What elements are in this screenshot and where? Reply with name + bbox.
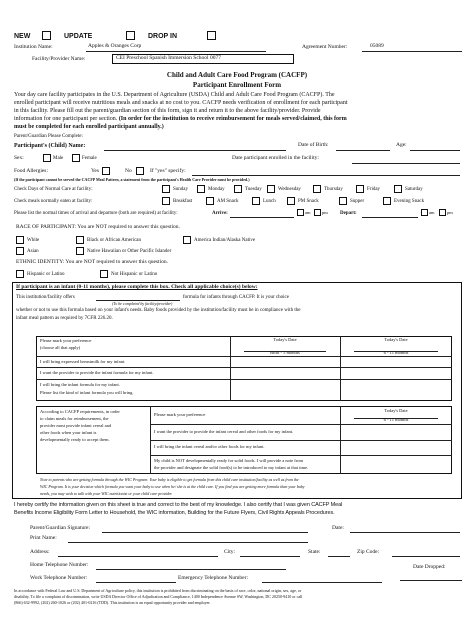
race-hawaiian-checkbox[interactable] [76,247,84,255]
meal-lunch-label: Lunch [263,199,276,204]
facility-label: Facility/Provider Name: [32,56,86,62]
day-saturday-checkbox[interactable] [394,185,402,193]
formula-kind-label: Please list the kind of infant formula you will bring. [40,390,134,395]
race-hawaiian-label: Native Hawaiian or Other Pacific Islander [87,249,172,254]
infant-description: infant meal pattern as required by 7CFR 226.20. [16,316,113,321]
signature-field[interactable] [102,522,308,532]
print-name-label: Print Name: [30,535,57,541]
birth-5-months-checkcell[interactable] [231,357,339,400]
intro-text: information for one participant per section. [14,116,119,122]
not-hispanic-checkbox[interactable] [100,270,108,278]
race-label: RACE OF PARTICIPANT: You are NOT required to answer this question. [16,224,180,230]
intro-text: Your day care facility participates in the U.S. Department of Agriculture (USDA) Child and Adult Care Food Program (CACFP). The [14,92,335,98]
hispanic-label: Hispanic or Latino [27,272,65,277]
day-tuesday-checkbox[interactable] [234,185,242,193]
mark-preference-label: Please mark your preference [154,412,206,417]
birth-5-months-label: Birth - 5 months [270,350,300,355]
male-label: Male [53,156,64,161]
not-ready-option: the provider and designate the solid food(s) to be introduced to my infant at that time. [154,465,309,470]
intro-text: enrolled participant will receive nutritious meals and snacks at no cost to you. CACFP needs verification of enrollment for each participant [14,100,348,106]
allergy-yes-checkbox[interactable] [102,167,110,175]
date-dropped-label: Date Dropped: [413,564,446,570]
times-label: Please list the normal times of arrival and departure (both are required) at facility: [14,211,178,216]
agreement-number-label: Agreement Number: [302,44,348,50]
guardian-instructions: Parent/Guardian Please Complete: [14,134,83,139]
infant-offers-note: (To be completed by facility/provider) [112,301,173,306]
bring-formula-option: I will bring the infant formula for my infant. [40,382,120,387]
cacfp-note: (If the participant cannot be served the CACFP Meal Pattern, a statement from the participant's Health Care Provider must be provided.) [14,177,250,182]
meal-supper-checkbox[interactable] [339,197,347,205]
intro-text: in this facility. Please fill out the parent/guardian section of this form, sign it and return it to the above facility/provider. Provide [14,108,321,114]
race-black-checkbox[interactable] [76,236,84,244]
age-label: Age: [396,142,407,148]
day-sunday-checkbox[interactable] [162,185,170,193]
day-saturday-label: Saturday [405,187,423,192]
not-ready-option: My child is NOT developmentally ready for solid foods. I will provide a note from [154,458,304,463]
day-friday-checkbox[interactable] [356,185,364,193]
cacfp-requirement-text: to claim meals for reimbursement, the [40,416,109,421]
day-wednesday-checkbox[interactable] [267,185,275,193]
update-checkbox[interactable] [126,31,135,40]
not-hispanic-label: Not Hispanic or Latino [111,272,158,277]
meal-evening-snack-label: Evening Snack [394,199,425,204]
race-black-label: Black or African American [87,238,142,243]
hispanic-checkbox[interactable] [16,270,24,278]
enrolled-date-label: Date participant enrolled in the facility: [232,155,319,161]
meal-pm-snack-checkbox[interactable] [287,197,295,205]
sex-label: Sex: [14,155,24,161]
update-label: UPDATE [64,33,93,40]
address-label: Address: [30,549,50,555]
wic-note: Note to parents who are getting formula through the WIC Program: Your baby is eligible to get formula from this child care institution/facility as well as from the [40,477,299,482]
form-title: Child and Adult Care Food Program (CACFP) [166,71,308,79]
meal-am-snack-label: AM Snack [217,199,239,204]
6-11-months-label: 6 - 11 months [383,350,409,355]
allergy-yes-label: Yes [91,168,100,174]
day-tuesday-label: Tuesday [245,187,262,192]
race-native-checkbox[interactable] [183,236,191,244]
day-wednesday-label: Wednesday [278,187,301,192]
meal-breakfast-label: Breakfast [173,199,193,204]
wic-note: WIC Program. It is your decision which formula you want your baby to use when he/ she is at the child care. If you find you are getting more formula than your baby [40,484,305,489]
choose-all-label: (choose all that apply) [40,345,81,350]
todays-date-label: Today's Date [384,408,408,413]
bring-cereal-option: I will bring the infant cereal and/or other foods for my infant. [154,444,265,449]
depart-label: Depart: [340,211,357,216]
check-days-label: Check Days of Normal Care at facility: [14,187,93,192]
day-thursday-checkbox[interactable] [313,185,321,193]
nondiscrimination-statement: (866) 632-9992, (202) 260-1026 or (202) 401-0216 (TDD). This institution is an equal opportunity provider and employer. [14,600,211,605]
race-white-label: White [27,238,40,243]
race-native-label: America Indian/Alaska Native [194,238,256,243]
participant-name-label: Participant's (Child) Name: [14,143,86,149]
day-thursday-label: Thursday [324,187,343,192]
depart-pm-label: pm [447,210,453,215]
breastmilk-option: I will bring expressed breastmilk for my infant. [40,359,126,364]
race-asian-checkbox[interactable] [16,247,24,255]
6-11-months-checkcell[interactable] [341,357,451,400]
facility-name-value[interactable]: CEI Preschool Spanish Immersion School 0077 [116,55,221,61]
certification-text: I hereby certify the information given on this sheet is true and correct to the best of my knowledge. I also certify that I was given CACFP Meal [14,502,343,508]
meal-supper-label: Supper [350,199,365,204]
allergy-no-checkbox[interactable] [136,167,144,175]
male-checkbox[interactable] [43,154,51,162]
check-meals-label: Check meals normally eaten at facility: [14,199,93,204]
wic-note: needs, you may wish to talk with your WIC nutritionist or your child care provider. [40,491,173,496]
intro-bold-text: (In order for the institution to receive reimbursement for meals served/claimed, this form [118,116,347,122]
facility-name-field[interactable] [112,54,294,64]
form-subtitle: Participant Enrollment Form [192,81,282,89]
provider-cereal-option: I want the provider to provide the infant cereal and other foods for my infant. [154,429,294,434]
infant-heading: If participant is an infant (0-11 months), please complete this box. Check all applicable choice(s) below: [16,284,258,290]
meal-breakfast-checkbox[interactable] [162,197,170,205]
arrive-label: Arrive: [212,211,228,216]
depart-pm-checkbox[interactable] [439,209,446,216]
infant-offers-text: formula for infants through CACFP. It is your choice [183,295,289,300]
work-phone-label: Work Telephone Number: [30,575,88,581]
race-asian-label: Asian [27,249,39,254]
arrive-am-checkbox[interactable] [297,209,304,216]
arrive-pm-label: pm [322,210,328,215]
institution-name-value[interactable]: Apples & Oranges Corp [88,43,142,49]
cereal-checkcell[interactable] [341,425,451,473]
emergency-phone-label: Emergency Telephone Number: [178,575,248,581]
home-phone-label: Home Telephone Number: [30,562,89,568]
drop-in-checkbox[interactable] [207,31,216,40]
mark-preference-label: Please mark your preference [40,338,92,343]
nondiscrimination-statement: In accordance with Federal Law and U.S. Department of Agriculture policy, this institution is prohibited from discriminating on the basis of race, color, national origin, sex, age, or [14,588,302,593]
depart-am-label: am [429,210,435,215]
signature-label: Parent/Guardian Signature: [30,525,91,531]
certification-text: Benefits Income Eligibility Form Letter to Household, the WIC information, Building for the Future Flyers, Civil Rights Appeals Procedures. [14,510,335,516]
female-checkbox[interactable] [72,154,80,162]
meal-am-snack-checkbox[interactable] [206,197,214,205]
if-yes-specify-label: If "yes" specify: [150,168,186,174]
infant-offers-text: This institution/facility offers [16,295,75,300]
drop-in-label: DROP IN [148,33,178,40]
cacfp-requirement-text: other foods when your infant is [40,430,97,435]
date-label: Date: [332,525,344,531]
city-label: City: [224,549,236,555]
infant-description: whether or not to use this formula based on your infant's needs. Baby foods provided by the institution/facility must be in compliance with the [16,308,301,313]
cacfp-requirement-text: According to CACFP requirements, in order [40,409,120,414]
todays-date-label: Today's Date [384,337,408,342]
arrive-pm-checkbox[interactable] [314,209,321,216]
new-label: NEW [14,33,31,40]
zip-code-label: Zip Code: [357,549,380,555]
provider-formula-option: I want the provider to provide the infant formula for my infant. [40,370,154,375]
cacfp-requirement-text: provider must provide infant cereal and [40,423,112,428]
institution-name-label: Institution Name: [14,44,53,50]
female-label: Female [82,156,97,161]
day-monday-checkbox[interactable] [197,185,205,193]
nondiscrimination-statement: disability. To file a complaint of discrimination, write USDA Director Office of Adjudication and Compliance, 1400 Independence Avenue SW, Washington, DC 20250-9410 or call [14,594,303,599]
day-sunday-label: Sunday [173,187,188,192]
arrive-am-label: am [305,210,311,215]
day-friday-label: Friday [367,187,381,192]
dob-label: Date of Birth: [298,142,329,148]
food-allergies-label: Food Allergies: [14,168,48,174]
state-label: State: [308,549,321,555]
todays-date-label: Today's Date [273,337,297,342]
cacfp-requirement-text: developmentally ready to accept them. [40,437,110,442]
meal-pm-snack-label: PM Snack [298,199,319,204]
intro-bold-text: must be completed for each enrolled participant annually.) [14,124,164,130]
race-white-checkbox[interactable] [16,236,24,244]
6-11-months-label: 6 - 11 months [383,417,409,422]
ethnic-label: ETHNIC IDENTITY: You are NOT required to answer this question. [16,259,168,265]
meal-lunch-checkbox[interactable] [252,197,260,205]
meal-evening-snack-checkbox[interactable] [383,197,391,205]
agreement-number-value[interactable]: 05089 [370,43,384,49]
day-monday-label: Monday [208,187,225,192]
allergy-no-label: No [125,168,132,174]
depart-am-checkbox[interactable] [421,209,428,216]
new-checkbox[interactable] [42,31,51,40]
